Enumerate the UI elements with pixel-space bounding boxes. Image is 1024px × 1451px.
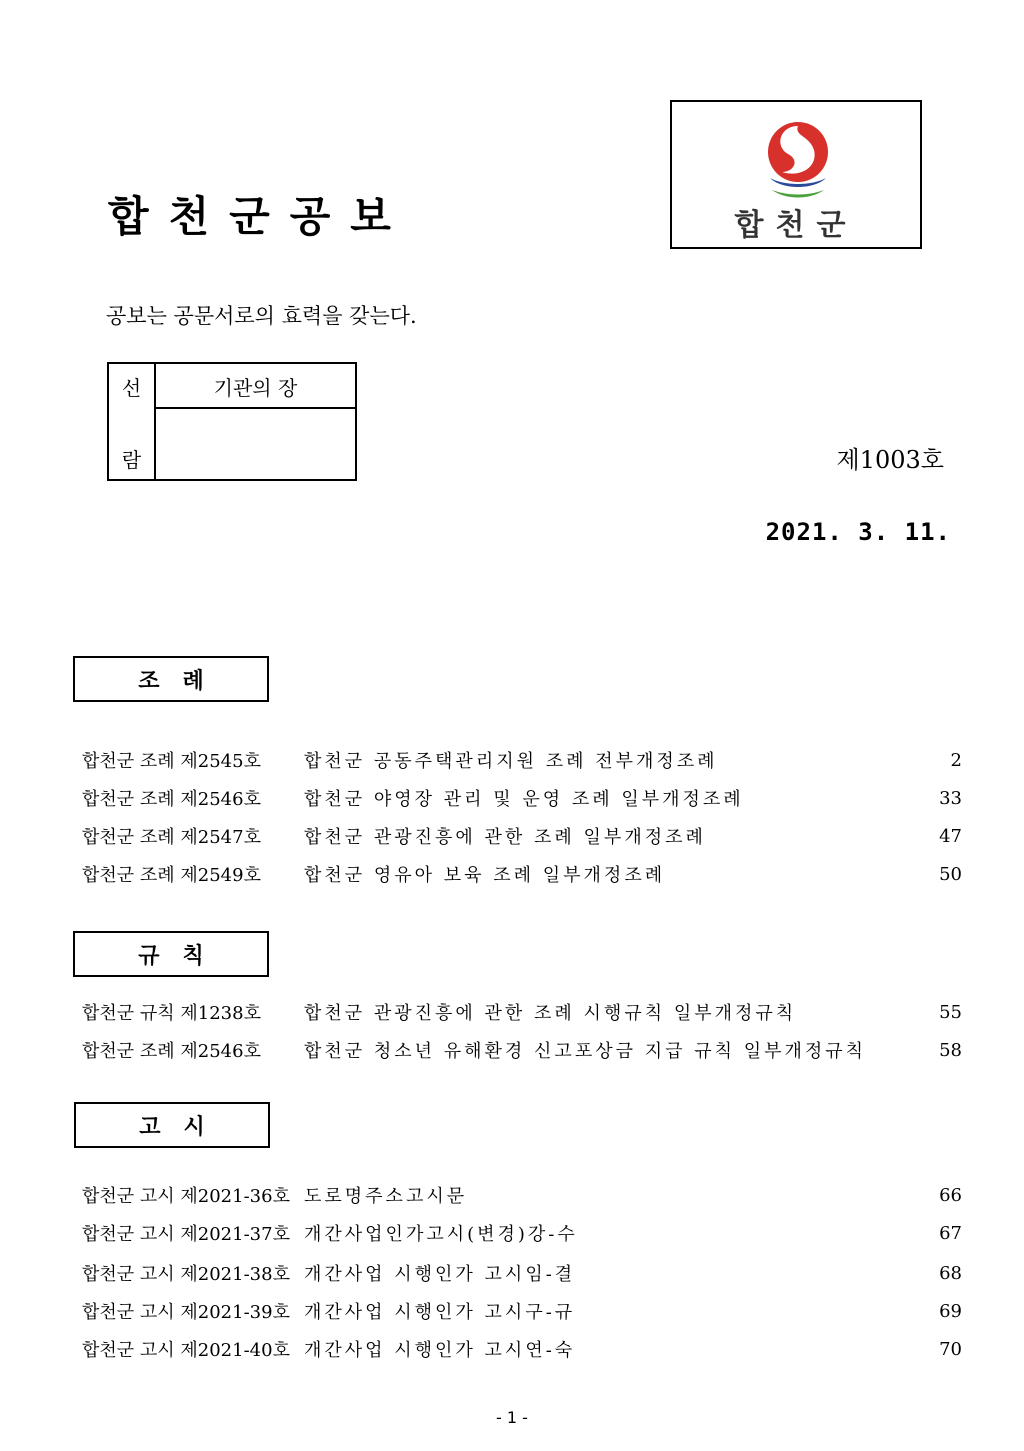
entry-ref: 합천군 규칙 제1238호 <box>82 1003 261 1024</box>
entry-title: 개간사업 시행인가 고시구-규 <box>304 1302 576 1323</box>
section-label: 조 례 <box>138 668 204 694</box>
entry-title: 합천군 야영장 관리 및 운영 조례 일부개정조례 <box>304 789 744 810</box>
page-number: - 1 - <box>496 1408 528 1427</box>
entry-page: 47 <box>939 825 962 847</box>
entry-title: 개간사업 시행인가 고시임-결 <box>304 1264 576 1285</box>
toc-entry[interactable] <box>82 859 962 889</box>
entry-page: 33 <box>939 787 962 809</box>
toc-entry[interactable] <box>82 783 962 813</box>
entry-page: 50 <box>939 863 962 885</box>
section-header-rule <box>73 931 269 977</box>
approval-table <box>107 362 357 481</box>
issue-date: 2021. 3. 11. <box>765 518 951 546</box>
entry-title: 합천군 공동주택관리지원 조례 전부개정조례 <box>304 751 718 772</box>
approval-label-top: 선 <box>121 376 142 400</box>
county-logo <box>670 100 922 249</box>
toc-entry[interactable] <box>82 1258 962 1288</box>
entry-page: 2 <box>950 749 962 771</box>
entry-title: 개간사업인가고시(변경)강-수 <box>304 1224 578 1245</box>
toc-entry[interactable] <box>82 1035 962 1065</box>
toc-entry[interactable] <box>82 1334 962 1364</box>
page-title: 합천군공보 <box>108 192 411 241</box>
entry-ref: 합천군 고시 제2021-37호 <box>82 1224 290 1245</box>
section-header-notice <box>74 1102 270 1148</box>
entry-title: 합천군 영유아 보육 조례 일부개정조례 <box>304 865 666 886</box>
entry-ref: 합천군 고시 제2021-38호 <box>82 1264 290 1285</box>
toc-entry[interactable] <box>82 1180 962 1210</box>
entry-ref: 합천군 고시 제2021-40호 <box>82 1340 290 1361</box>
entry-page: 67 <box>939 1222 962 1244</box>
issue-number: 제1003호 <box>836 446 944 474</box>
entry-page: 55 <box>939 1001 962 1023</box>
entry-page: 58 <box>939 1039 962 1061</box>
entry-title: 도로명주소고시문 <box>304 1186 468 1207</box>
toc-entry[interactable] <box>82 1218 962 1248</box>
toc-entry[interactable] <box>82 745 962 775</box>
entry-page: 70 <box>939 1338 962 1360</box>
county-emblem-icon <box>760 116 836 200</box>
entry-title: 합천군 관광진흥에 관한 조례 일부개정조례 <box>304 827 706 848</box>
entry-title: 합천군 청소년 유해환경 신고포상금 지급 규칙 일부개정규칙 <box>304 1041 867 1062</box>
toc-entry[interactable] <box>82 1296 962 1326</box>
logo-text: 합천군 <box>734 208 858 243</box>
entry-title: 개간사업 시행인가 고시연-숙 <box>304 1340 576 1361</box>
section-header-ordinance <box>73 656 269 702</box>
toc-entry[interactable] <box>82 997 962 1027</box>
section-label: 고 시 <box>139 1114 205 1140</box>
entry-ref: 합천군 조례 제2546호 <box>82 1041 261 1062</box>
approval-label-bottom: 람 <box>121 448 142 472</box>
entry-ref: 합천군 조례 제2549호 <box>82 865 261 886</box>
entry-ref: 합천군 고시 제2021-36호 <box>82 1186 290 1207</box>
entry-ref: 합천군 고시 제2021-39호 <box>82 1302 290 1323</box>
entry-ref: 합천군 조례 제2545호 <box>82 751 261 772</box>
entry-title: 합천군 관광진흥에 관한 조례 시행규칙 일부개정규칙 <box>304 1003 797 1024</box>
entry-ref: 합천군 조례 제2546호 <box>82 789 261 810</box>
entry-ref: 합천군 조례 제2547호 <box>82 827 261 848</box>
entry-page: 66 <box>939 1184 962 1206</box>
subtitle: 공보는 공문서로의 효력을 갖는다. <box>106 304 417 328</box>
toc-entry[interactable] <box>82 821 962 851</box>
approval-header: 기관의 장 <box>213 376 298 400</box>
approval-divider <box>154 407 355 409</box>
entry-page: 69 <box>939 1300 962 1322</box>
section-label: 규 칙 <box>138 943 204 969</box>
entry-page: 68 <box>939 1262 962 1284</box>
